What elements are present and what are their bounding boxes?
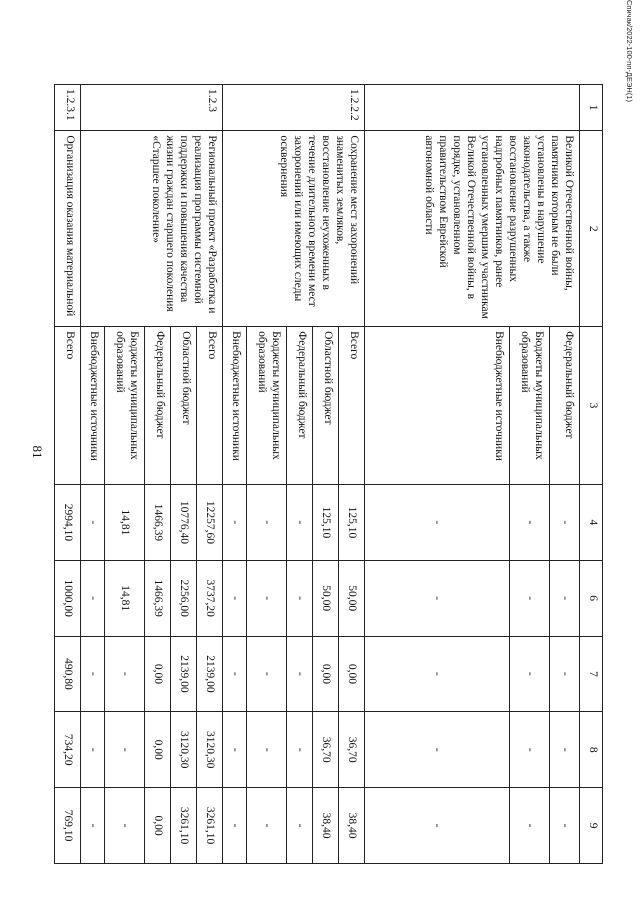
item-number-cell: 1.2.3.1 — [55, 85, 81, 131]
value-cell: - — [287, 560, 313, 636]
value-cell: - — [247, 788, 287, 864]
funding-source-cell: Внебюджетные источники — [223, 327, 247, 485]
value-cell: - — [81, 485, 105, 561]
value-cell: 3120,30 — [171, 712, 197, 788]
value-cell: 0,00 — [313, 636, 339, 712]
item-description-cell: Сохранение мест захоронений знаменитых земляков, восстановление неухоженных в течение длительного времени мест захоронений или имеющих следы осквернения — [223, 131, 365, 327]
value-cell: - — [510, 560, 550, 636]
value-cell: 14,81 — [105, 485, 145, 561]
value-cell: 50,00 — [313, 560, 339, 636]
value-cell: - — [287, 788, 313, 864]
value-cell: - — [105, 788, 145, 864]
item-description-cell: Великой Отечественной войны, памятники которым не были установлены в нарушение законодательства, а также восстановление разрушенных надгробных памятников, ранее установленных умершим участникам Великой Отечественной войны, в порядке, установленном правительством Еврейской автономной области — [365, 131, 580, 327]
value-cell: - — [247, 560, 287, 636]
funding-source-cell: Областной бюджет — [313, 327, 339, 485]
funding-source-cell: Внебюджетные источники — [81, 327, 105, 485]
value-cell: 12257,60 — [197, 485, 223, 561]
value-cell: - — [247, 712, 287, 788]
value-cell: - — [365, 636, 510, 712]
value-cell: 734,20 — [55, 712, 81, 788]
table-row — [55, 85, 81, 864]
header-cell: 8 — [580, 712, 603, 788]
document-stamp: Спичак/2022-100-пп-ДЕЭН(1) — [625, 0, 634, 102]
value-cell: - — [550, 712, 580, 788]
header-cell: 3 — [580, 327, 603, 485]
value-cell: - — [365, 788, 510, 864]
value-cell: 1466,39 — [145, 485, 171, 561]
item-description-cell: Региональный проект «Разработка и реализация программы системной поддержки и повышения качества жизни граждан старшего поколения «Старшее поколение» — [81, 131, 223, 327]
value-cell: 2139,00 — [171, 636, 197, 712]
value-cell: 1466,39 — [145, 560, 171, 636]
value-cell: - — [223, 788, 247, 864]
funding-source-cell: Бюджеты муниципальных образований — [510, 327, 550, 485]
value-cell: 38,40 — [339, 788, 365, 864]
table-row — [550, 85, 580, 864]
value-cell: - — [550, 485, 580, 561]
header-cell: 6 — [580, 560, 603, 636]
funding-source-cell: Внебюджетные источники — [365, 327, 510, 485]
header-cell: 1 — [580, 85, 603, 131]
value-cell: 3261,10 — [171, 788, 197, 864]
value-cell: - — [510, 788, 550, 864]
value-cell: - — [510, 636, 550, 712]
value-cell: - — [365, 485, 510, 561]
value-cell: 1000,00 — [55, 560, 81, 636]
value-cell: - — [247, 636, 287, 712]
funding-source-cell: Всего — [197, 327, 223, 485]
value-cell: 3737,20 — [197, 560, 223, 636]
funding-source-cell: Федеральный бюджет — [550, 327, 580, 485]
value-cell: - — [365, 560, 510, 636]
funding-source-cell: Всего — [55, 327, 81, 485]
value-cell: 3120,30 — [197, 712, 223, 788]
value-cell: 0,00 — [145, 788, 171, 864]
value-cell: 2256,00 — [171, 560, 197, 636]
table-row — [339, 85, 365, 864]
funding-source-cell: Федеральный бюджет — [145, 327, 171, 485]
page-number: 81 — [30, 445, 45, 459]
value-cell: - — [105, 712, 145, 788]
value-cell: 3261,10 — [197, 788, 223, 864]
funding-source-cell: Бюджеты муниципальных образований — [247, 327, 287, 485]
header-cell: 7 — [580, 636, 603, 712]
value-cell: - — [550, 788, 580, 864]
value-cell: - — [81, 712, 105, 788]
value-cell: - — [550, 636, 580, 712]
value-cell: 10776,40 — [171, 485, 197, 561]
table-header-row — [580, 85, 603, 864]
value-cell: - — [247, 485, 287, 561]
value-cell: - — [287, 636, 313, 712]
funding-source-cell: Всего — [339, 327, 365, 485]
funding-source-cell: Областной бюджет — [171, 327, 197, 485]
header-cell: 2 — [580, 131, 603, 327]
value-cell: 2139,00 — [197, 636, 223, 712]
value-cell: - — [223, 712, 247, 788]
value-cell: - — [223, 560, 247, 636]
item-number-cell: 1.2.3 — [81, 85, 223, 131]
item-description-cell: Организация оказания материальной — [55, 131, 81, 327]
funding-source-cell: Федеральный бюджет — [287, 327, 313, 485]
value-cell: 125,10 — [313, 485, 339, 561]
header-cell: 9 — [580, 788, 603, 864]
funding-source-cell: Бюджеты муниципальных образований — [105, 327, 145, 485]
value-cell: - — [105, 636, 145, 712]
value-cell: - — [223, 636, 247, 712]
value-cell: - — [287, 485, 313, 561]
value-cell: 0,00 — [145, 712, 171, 788]
value-cell: 490,80 — [55, 636, 81, 712]
value-cell: - — [81, 636, 105, 712]
value-cell: 36,70 — [339, 712, 365, 788]
value-cell: - — [223, 485, 247, 561]
value-cell: 38,40 — [313, 788, 339, 864]
value-cell: - — [81, 788, 105, 864]
value-cell: 50,00 — [339, 560, 365, 636]
value-cell: 36,70 — [313, 712, 339, 788]
value-cell: 2994,10 — [55, 485, 81, 561]
item-number-cell: 1.2.2.2 — [223, 85, 365, 131]
value-cell: 14,81 — [105, 560, 145, 636]
budget-table — [54, 84, 603, 864]
item-number-cell — [365, 85, 580, 131]
header-cell: 4 — [580, 485, 603, 561]
value-cell: - — [365, 712, 510, 788]
value-cell: 0,00 — [339, 636, 365, 712]
table-row — [197, 85, 223, 864]
value-cell: 125,10 — [339, 485, 365, 561]
value-cell: - — [550, 560, 580, 636]
value-cell: - — [287, 712, 313, 788]
value-cell: - — [510, 485, 550, 561]
value-cell: - — [510, 712, 550, 788]
value-cell: - — [81, 560, 105, 636]
value-cell: 0,00 — [145, 636, 171, 712]
value-cell: 769,10 — [55, 788, 81, 864]
